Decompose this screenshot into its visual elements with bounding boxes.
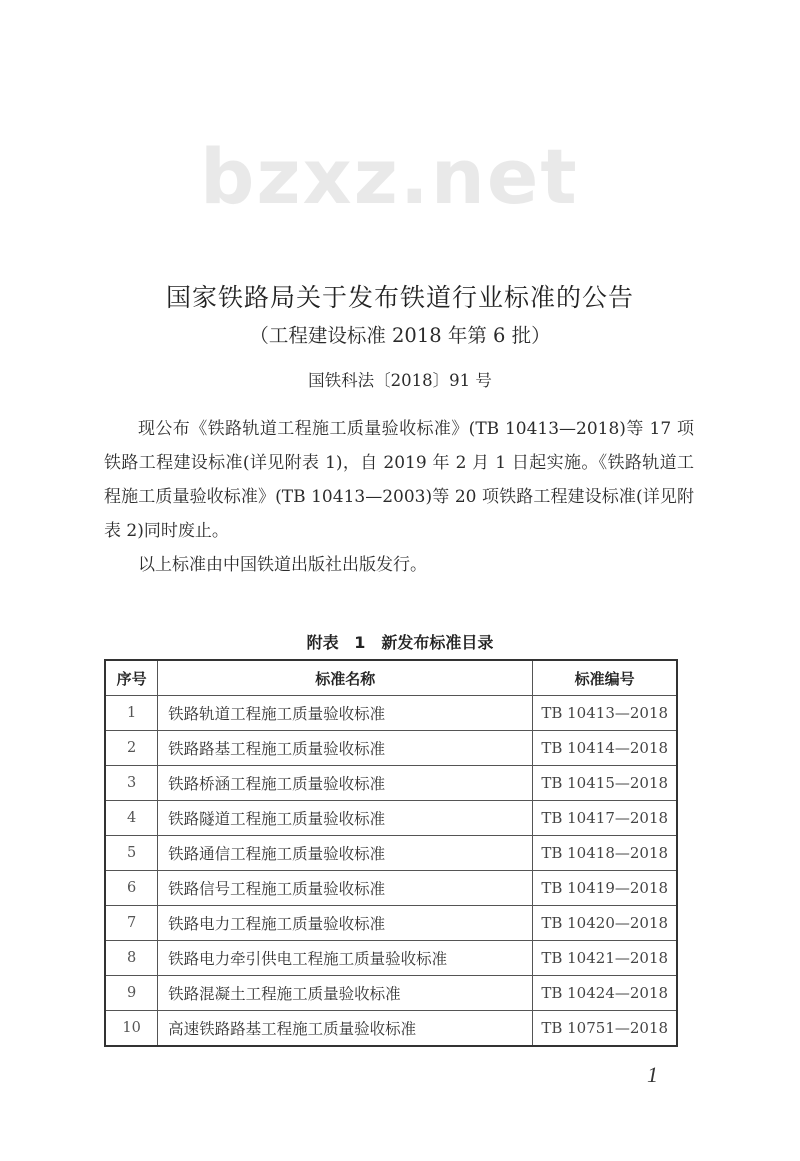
row-code: TB 10424—2018 — [533, 976, 677, 1011]
row-no: 8 — [105, 941, 158, 976]
row-code: TB 10421—2018 — [533, 941, 677, 976]
row-code: TB 10419—2018 — [533, 871, 677, 906]
row-name: 铁路通信工程施工质量验收标准 — [158, 836, 533, 871]
page-number: 1 — [647, 1062, 658, 1087]
table-header-row — [105, 660, 677, 696]
row-code: TB 10415—2018 — [533, 766, 677, 801]
row-code: TB 10420—2018 — [533, 906, 677, 941]
row-no: 5 — [105, 836, 158, 871]
row-no: 7 — [105, 906, 158, 941]
row-no: 9 — [105, 976, 158, 1011]
table-row — [105, 941, 677, 976]
row-name: 铁路混凝土工程施工质量验收标准 — [158, 976, 533, 1011]
table-caption: 附表 1 新发布标准目录 — [306, 633, 494, 652]
announcement-subtitle: （工程建设标准 2018 年第 6 批） — [249, 324, 551, 347]
body-paragraph-1: 现公布《铁路轨道工程施工质量验收标准》(TB 10413—2018)等 17 项铁路工程建设标准(详见附表 1)，自 2019 年 2 月 1 日起实施。《铁路轨道工程施工质量验收标准》(TB 10413—2003)等 20 项铁路工程建设标准(详见附表 2)同时废止。 — [104, 419, 694, 541]
row-code: TB 10414—2018 — [533, 731, 677, 766]
standards-table — [104, 659, 678, 1047]
row-code: TB 10751—2018 — [533, 1011, 677, 1047]
table-row — [105, 976, 677, 1011]
row-name: 铁路隧道工程施工质量验收标准 — [158, 801, 533, 836]
row-no: 6 — [105, 871, 158, 906]
table-row — [105, 766, 677, 801]
watermark: bzxz.net — [200, 132, 579, 221]
row-name: 铁路桥涵工程施工质量验收标准 — [158, 766, 533, 801]
table-row — [105, 1011, 677, 1047]
row-no: 4 — [105, 801, 158, 836]
row-name: 铁路信号工程施工质量验收标准 — [158, 871, 533, 906]
header-name: 标准名称 — [158, 660, 533, 696]
table-row — [105, 836, 677, 871]
row-code: TB 10418—2018 — [533, 836, 677, 871]
table-row — [105, 696, 677, 731]
row-no: 2 — [105, 731, 158, 766]
row-code: TB 10417—2018 — [533, 801, 677, 836]
table-row — [105, 906, 677, 941]
row-name: 铁路电力牵引供电工程施工质量验收标准 — [158, 941, 533, 976]
announcement-title: 国家铁路局关于发布铁道行业标准的公告 — [165, 283, 634, 312]
body-paragraph-2: 以上标准由中国铁道出版社出版发行。 — [138, 555, 427, 575]
row-no: 1 — [105, 696, 158, 731]
table-row — [105, 801, 677, 836]
row-name: 铁路轨道工程施工质量验收标准 — [158, 696, 533, 731]
row-no: 3 — [105, 766, 158, 801]
header-no: 序号 — [105, 660, 158, 696]
row-code: TB 10413—2018 — [533, 696, 677, 731]
announcement-body — [104, 412, 694, 582]
table-row — [105, 871, 677, 906]
table-row — [105, 731, 677, 766]
document-number: 国铁科法〔2018〕91 号 — [308, 371, 492, 390]
row-name: 铁路电力工程施工质量验收标准 — [158, 906, 533, 941]
row-name: 高速铁路路基工程施工质量验收标准 — [158, 1011, 533, 1047]
row-name: 铁路路基工程施工质量验收标准 — [158, 731, 533, 766]
row-no: 10 — [105, 1011, 158, 1047]
header-code: 标准编号 — [533, 660, 677, 696]
